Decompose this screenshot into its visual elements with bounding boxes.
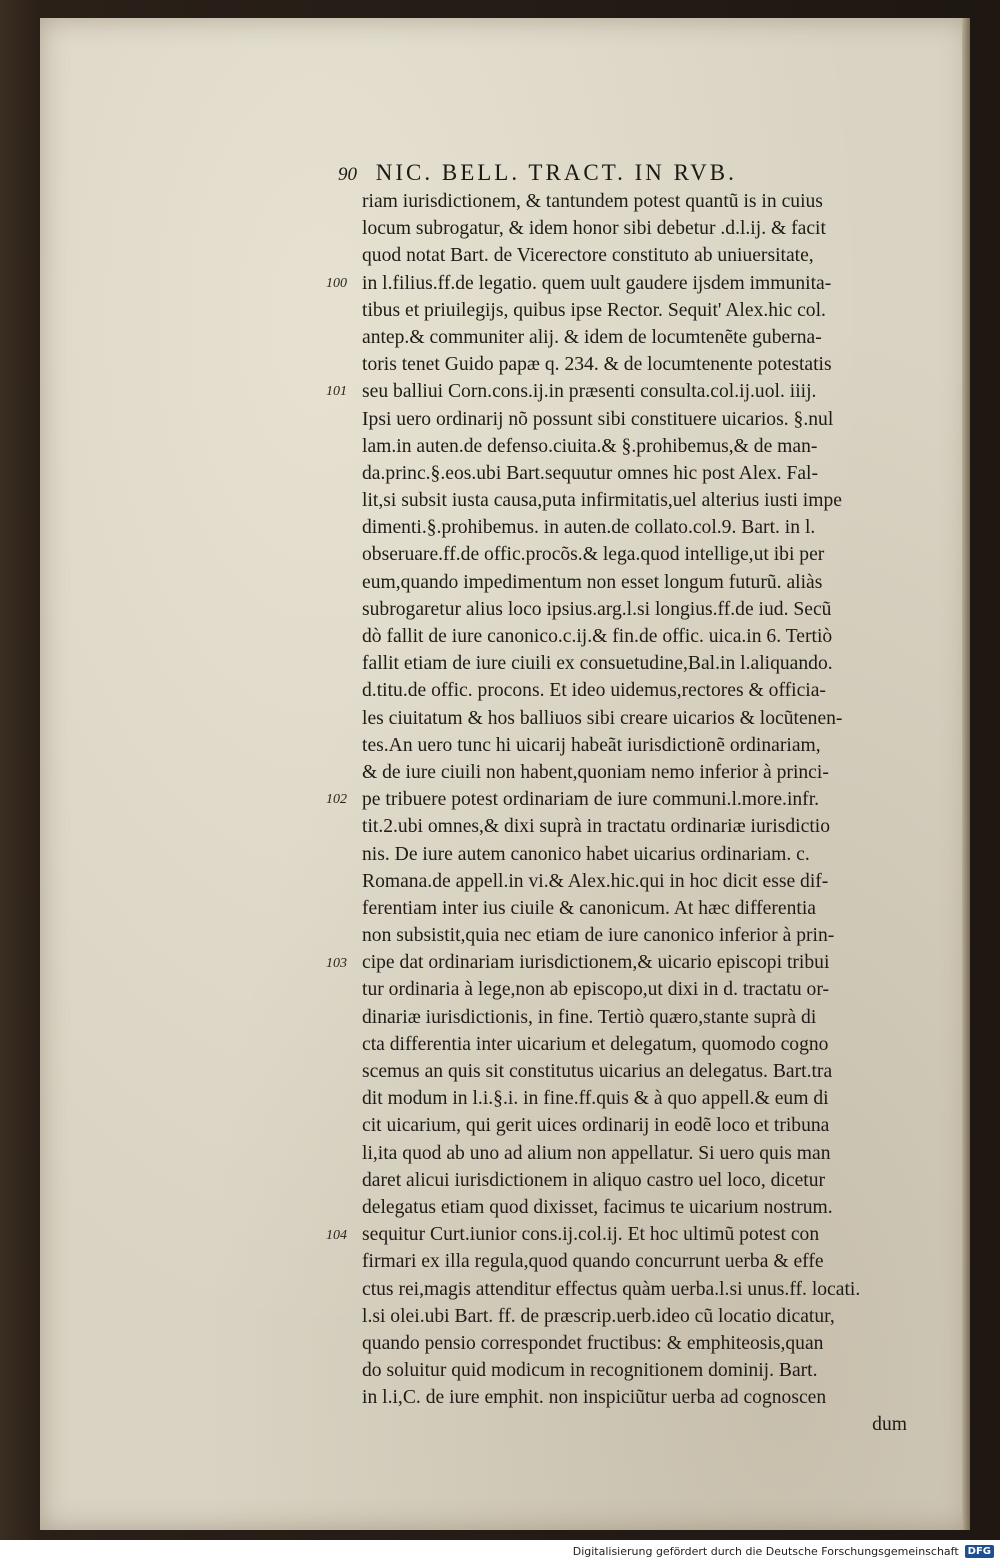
text-line: ferentiam inter ius ciuile & canonicum. At hæc differentia [362, 897, 816, 919]
text-line: in l.filius.ff.de legatio. quem uult gaudere ijsdem immunita- [362, 272, 832, 294]
text-line: cta differentia inter uicarium et delegatum, quomodo cogno [362, 1033, 829, 1055]
text-line: toris tenet Guido papæ q. 234. & de locumtenente potestatis [362, 354, 832, 376]
footer-bar [0, 1540, 1000, 1562]
catchword: dum [872, 1414, 907, 1436]
margin-number: 102 [326, 792, 347, 808]
text-line: fallit etiam de iure ciuili ex consuetudine,Bal.in l.aliquando. [362, 653, 833, 675]
text-line: obseruare.ff.de offic.procõs.& lega.quod intellige,ut ibi per [362, 544, 825, 566]
text-line: locum subrogatur, & idem honor sibi debetur .d.l.ij. & facit [362, 218, 826, 240]
text-line: quod notat Bart. de Vicerectore constituto ab uniuersitate, [362, 245, 814, 267]
page-edge [962, 18, 970, 1530]
text-line: dinariæ iurisdictionis, in fine. Tertiò quæro,stante suprà di [362, 1006, 817, 1028]
text-line: tes.An uero tunc hi uicarij habeãt iurisdictionẽ ordinariam, [362, 734, 821, 756]
dfg-logo: DFG [965, 1545, 994, 1558]
text-line: riam iurisdictionem, & tantundem potest quantũ is in cuius [362, 191, 823, 212]
text-line: tibus et priuilegijs, quibus ipse Rector. Sequit' Alex.hic col. [362, 299, 826, 321]
text-line: l.si olei.ubi Bart. ff. de præscrip.uerb.ideo cũ locatio dicatur, [362, 1305, 835, 1327]
text-line: tur ordinaria à lege,non ab episcopo,ut dixi in d. tractatu or- [362, 979, 829, 1001]
text-line: delegatus etiam quod dixisset, facimus te uicarium nostrum. [362, 1196, 833, 1218]
text-line: pe tribuere potest ordinariam de iure communi.l.more.infr. [362, 789, 820, 811]
text-line: Romana.de appell.in vi.& Alex.hic.qui in hoc dicit esse dif- [362, 870, 829, 892]
text-line: antep.& communiter alij. & idem de locumtenẽte guberna- [362, 326, 822, 348]
text-line: non subsistit,quia nec etiam de iure canonico inferior à prin- [362, 925, 835, 947]
text-line: & de iure ciuili non habent,quoniam nemo inferior à princi- [362, 761, 829, 783]
text-line: eum,quando impedimentum non esset longum futurũ. aliàs [362, 571, 823, 593]
text-line: cipe dat ordinariam iurisdictionem,& uicario episcopi tribui [362, 952, 830, 974]
text-line: da.princ.§.eos.ubi Bart.sequutur omnes hic post Alex. Fal- [362, 462, 819, 484]
margin-number: 100 [326, 275, 347, 291]
text-line: dit modum in l.i.§.i. in fine.ff.quis & à quo appell.& eum di [362, 1088, 829, 1110]
margin-number: 104 [326, 1227, 347, 1243]
text-line: dimenti.§.prohibemus. in auten.de collato.col.9. Bart. in l. [362, 517, 816, 539]
text-line: subrogaretur alius loco ipsius.arg.l.si longius.ff.de iud. Secũ [362, 598, 832, 620]
text-line: ctus rei,magis attenditur effectus quàm uerba.l.si unus.ff. locati. [362, 1278, 861, 1300]
text-line: scemus an quis sit constitutus uicarius an delegatus. Bart.tra [362, 1061, 833, 1082]
text-line: do soluitur quid modicum in recognitionem dominij. Bart. [362, 1360, 818, 1382]
footer-credit: Digitalisierung gefördert durch die Deutsche Forschungsgemeinschaft [572, 1544, 959, 1558]
text-line: firmari ex illa regula,quod quando concurrunt uerba & effe [362, 1251, 824, 1273]
margin-number: 101 [326, 384, 347, 400]
running-title: NIC. BELL. TRACT. IN RVB. [375, 160, 737, 185]
text-line: li,ita quod ab uno ad alium non appellatur. Si uero quis man [362, 1142, 831, 1164]
text-line: Ipsi uero ordinarij nõ possunt sibi constituere uicarios. §.nul [362, 408, 834, 430]
text-line: lit,si subsit iusta causa,puta infirmitatis,uel alterius iusti impe [362, 490, 842, 512]
text-line: daret alicui iurisdictionem in aliquo castro uel loco, dicetur [362, 1169, 826, 1191]
text-line: d.titu.de offic. procons. Et ideo uidemus,rectores & officia- [362, 680, 826, 702]
text-line: tit.2.ubi omnes,& dixi suprà in tractatu ordinariæ iurisdictio [362, 816, 831, 838]
running-head [338, 160, 898, 186]
text-line: in l.i,C. de iure emphit. non inspiciũtur uerba ad cognoscen [362, 1387, 827, 1409]
text-line: dò fallit de iure canonico.c.ij.& fin.de offic. uica.in 6. Tertiò [362, 626, 833, 647]
text-line: quando pensio correspondet fructibus: & emphiteosis,quan [362, 1332, 824, 1354]
text-line: lam.in auten.de defenso.ciuita.& §.prohibemus,& de man- [362, 435, 818, 457]
text-line: les ciuitatum & hos balliuos sibi creare uicarios & locũtenen- [362, 707, 843, 729]
text-line: seu balliui Corn.cons.ij.in præsenti consulta.col.ij.uol. iiij. [362, 381, 817, 403]
text-line: nis. De iure autem canonico habet uicarius ordinariam. c. [362, 843, 810, 865]
margin-number: 103 [326, 955, 347, 971]
text-line: cit uicarium, qui gerit uices ordinarij in eodẽ loco et tribuna [362, 1115, 830, 1137]
text-line: sequitur Curt.iunior cons.ij.col.ij. Et hoc ultimũ potest con [362, 1224, 820, 1246]
body-text [362, 188, 907, 1439]
page-number: 90 [338, 164, 357, 185]
